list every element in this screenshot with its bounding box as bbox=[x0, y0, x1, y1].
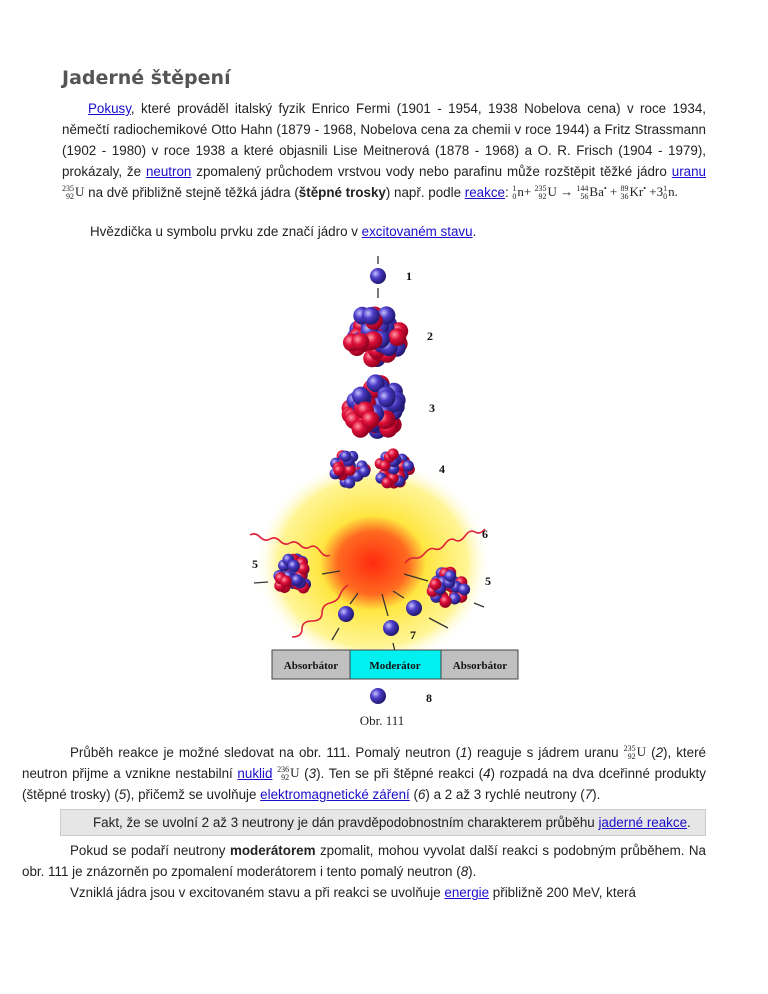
splitting-nucleus-right-nucleon bbox=[381, 477, 392, 488]
text: : bbox=[504, 185, 513, 200]
absorber-right bbox=[441, 650, 518, 679]
bold-term: moderátorem bbox=[229, 843, 316, 858]
link-nuklid[interactable]: nuklid bbox=[237, 766, 273, 781]
slow-neutron bbox=[370, 268, 386, 284]
figure-caption: Obr. 111 bbox=[359, 713, 405, 728]
label-1: 1 bbox=[406, 269, 412, 283]
moderator-paragraph: Pokud se podaří neutrony moderátorem zpomalit, mohou vyvolat další reakci s podobným průběhem. Na obr. 111 je znázorněn po zpomalení moderátorem i tento pomalý neutron (8). bbox=[22, 843, 706, 879]
link-energie[interactable]: energie bbox=[444, 885, 490, 900]
moderated-neutron bbox=[370, 688, 386, 704]
label-5-left: 5 bbox=[252, 557, 258, 571]
compound-nucleus-nucleon bbox=[378, 389, 396, 407]
fragment-right-nucleon bbox=[440, 595, 452, 607]
intro-paragraph bbox=[62, 98, 706, 203]
label-3: 3 bbox=[429, 401, 435, 415]
fragment-left-nucleon bbox=[280, 575, 292, 587]
label-7: 7 bbox=[410, 628, 416, 642]
label-2: 2 bbox=[427, 329, 433, 343]
splitting-nucleus-left-nucleon bbox=[359, 466, 370, 477]
label-4: 4 bbox=[439, 462, 445, 476]
splitting-nucleus-left-nucleon bbox=[333, 465, 344, 476]
link-neutron[interactable]: neutron bbox=[145, 164, 192, 179]
link-jaderne-reakce[interactable]: jaderné reakce bbox=[598, 815, 688, 830]
text: . bbox=[472, 224, 477, 239]
link-excitovany-stav[interactable]: excitovaném stavu bbox=[361, 224, 473, 239]
fragment-left-nucleon bbox=[288, 560, 300, 572]
label-5-right: 5 bbox=[485, 574, 491, 588]
info-box: Fakt, že se uvolní 2 až 3 neutrony je dán pravděpodobnostním charakterem průběhu jaderné reakce. bbox=[60, 809, 706, 836]
fragment-right-nucleon bbox=[444, 570, 456, 582]
absorber-left bbox=[272, 650, 350, 679]
text: Hvězdička u symbolu prvku zde značí jádro v bbox=[90, 224, 362, 239]
fragment-right-nucleon bbox=[458, 584, 470, 596]
svg-text:Absorbátor: Absorbátor bbox=[283, 660, 339, 672]
text: Fakt, že se uvolní 2 až 3 neutrony je dán pravděpodobnostním charakterem průběhu bbox=[93, 815, 599, 830]
reaction-equation: 1 0 n+ 235 92 U → 144 56 Ba• + 89 36 Kr• +3 1 0 n. bbox=[512, 184, 678, 202]
description-paragraph: Průběh reakce je možné sledovat na obr. 111. Pomalý neutron (1) reaguje s jádrem uranu 235 92 U (2), které neutron přijme a vznikne nestabilní nuklid 236 92 U (3). Ten se při štěpné reakci (4) rozpadá na dva dceřinné produkty (štěpné trosky) (5), přičemž se uvolňuje elektromagnetické záření (6) a 2 až 3 rychlé neutrony (7). bbox=[22, 744, 706, 802]
moderator bbox=[350, 650, 441, 679]
splitting-nucleus-left-nucleon bbox=[340, 451, 351, 462]
fast-neutron bbox=[338, 606, 354, 622]
bold-term: štěpné trosky bbox=[298, 185, 386, 200]
uranium-nucleus-nucleon bbox=[388, 328, 406, 346]
note-paragraph bbox=[62, 221, 706, 242]
splitting-nucleus-right-nucleon bbox=[403, 460, 414, 471]
uranium-nucleus-nucleon bbox=[362, 307, 380, 325]
text: zpomalený průchodem vrstvou vody nebo parafinu může rozštěpit těžké jádro bbox=[191, 164, 672, 179]
svg-text:Moderátor: Moderátor bbox=[369, 660, 421, 672]
text: Průběh reakce je možné sledovat na obr. 111. Pomalý neutron ( bbox=[70, 745, 461, 760]
compound-nucleus-nucleon bbox=[362, 411, 380, 429]
link-pokusy[interactable]: Pokusy bbox=[88, 101, 131, 116]
link-reakce[interactable]: reakce bbox=[464, 185, 505, 200]
link-em-zareni[interactable]: elektromagnetické záření bbox=[260, 787, 410, 802]
nuclide-u235: 235 92 U bbox=[62, 184, 85, 202]
page-title: Jaderné štěpení bbox=[62, 67, 231, 89]
text: na dvě přibližně stejně těžká jádra ( bbox=[88, 185, 299, 200]
figure bbox=[0, 250, 768, 736]
fragment-left-nucleon bbox=[291, 574, 303, 586]
link-uranu[interactable]: uranu bbox=[671, 164, 706, 179]
fission-diagram bbox=[0, 250, 768, 710]
label-6: 6 bbox=[482, 527, 488, 541]
splitting-nucleus-right-nucleon bbox=[379, 460, 390, 471]
splitting-nucleus-left-nucleon bbox=[344, 477, 355, 488]
fragment-right-nucleon bbox=[429, 578, 441, 590]
nuclide-u235: 235 92 U bbox=[623, 744, 647, 762]
fast-neutron bbox=[383, 620, 399, 636]
svg-text:Absorbátor: Absorbátor bbox=[452, 660, 508, 672]
text: , které prováděl italský fyzik Enrico Fermi (1901 - 1954, 1938 Nobelova cena) v roce 1934, němečtí radiochemikové Otto Hahn (1879 - 1968, Nobelova cena za chemii v roce 1944) a Fritz Strassmann (1902 - 1980) v roce 1938 a které objasnili Lise Meitnerová (1878 - 1968) a O. R. Frisch (1904 - 1979), prokázaly, že bbox=[62, 101, 706, 179]
uranium-nucleus-nucleon bbox=[351, 333, 369, 351]
label-8: 8 bbox=[426, 691, 432, 705]
fast-neutron bbox=[406, 600, 422, 616]
splitting-nucleus-right-nucleon bbox=[387, 448, 398, 459]
nuclide-u236: 236 92 U bbox=[277, 765, 300, 783]
energy-paragraph: Vzniklá jádra jsou v excitovaném stavu a při reakci se uvolňuje energie přibližně 200 MeV, která bbox=[70, 885, 636, 900]
text: ) např. podle bbox=[385, 185, 465, 200]
